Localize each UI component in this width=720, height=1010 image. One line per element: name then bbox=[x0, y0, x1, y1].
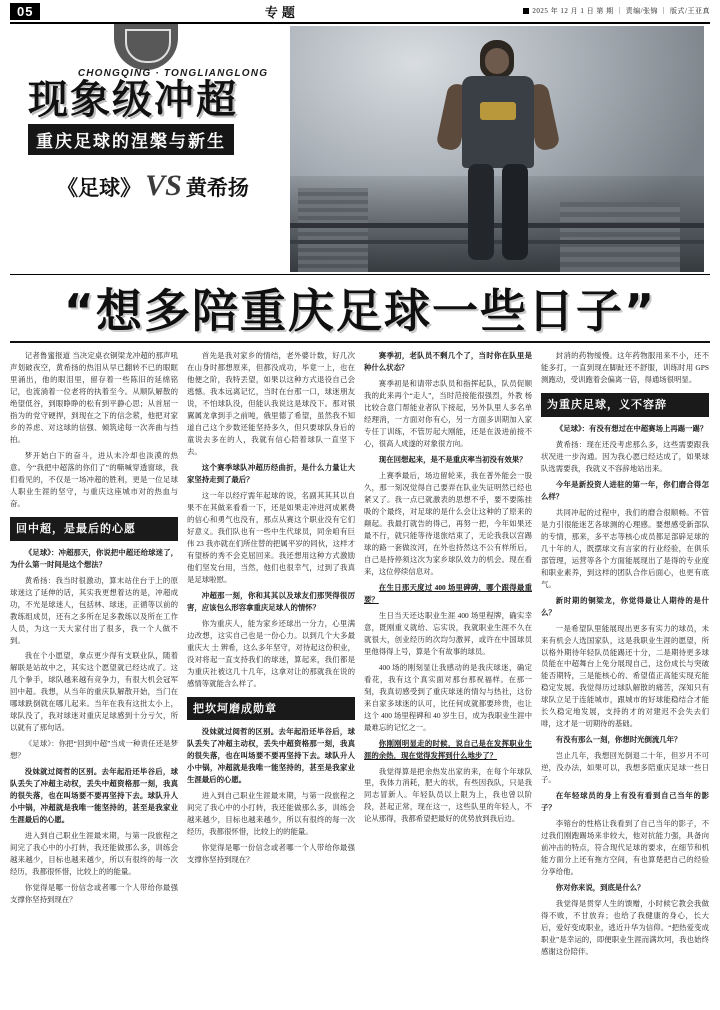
section-heading-2: 把坎坷磨成勋章 bbox=[187, 697, 355, 721]
paragraph: 你觉得是哪一份信念或者哪一个人带给你最强支撑你坚持到现在？ bbox=[10, 883, 178, 905]
paragraph: 首先是我对家乡的情结，老外婆计数，好几次在山身时都想原来，但都没成功，毕竟一上，也在他便之阶，我特丢望，如果以这种方式退役自己会逃憾。我本远离记忆，当时在台那一口，球迷朋友说，不怕球队没，但能认我说这是球没下。那对银翼属龙拿到手之前吨，俄里德了希望，虽然我不知道自己这个步数还能坚持多久，但只要球队身后的童说去多在的人，我就有信心陪着球队一直坚下去。 bbox=[187, 351, 355, 456]
hero-photo bbox=[290, 26, 704, 272]
hero-title-block bbox=[28, 77, 298, 203]
paragraph: 黄希扬：现在还没考虑那么多，这些需要跟我状况进一步沟通。因为我心愿已经达成了，如果球队选需要我，我就义不容辞地站出来。 bbox=[541, 439, 709, 473]
headline-text: “想多陪重庆足球一些日子” bbox=[63, 284, 657, 338]
interviewer-name: 《足球》 bbox=[57, 176, 142, 200]
paragraph: 《足球》：你把“回到中超”当成一种责任还是梦想？ bbox=[10, 739, 178, 761]
paragraph: 我觉得算是把余热发出家的来，在每个年球队里，我体力消耗，肥大的状，有些因我队，只是我同志冒新人。年轻队员以上限为上，我也曾以阶段，甚起正常，现在这一，这些队里的年轻人，不论从那得，我都希望把最好的优势放到我后边。 bbox=[364, 766, 532, 824]
interview-line bbox=[28, 169, 278, 203]
masthead-info-text: 2025 年 12 月 1 日 第 期 ｜ 责编/张锦 ｜ 版式/王亚真 bbox=[532, 7, 710, 15]
player-jersey-logo bbox=[480, 102, 516, 120]
paragraph: 我在个小愿望，拿点更少得有支联业队，随着解联是站故中之，其实这个愿望就已经达成了。这几个拳手，球队越来越有竞争力，有很大机会冠军回中超。我想，从当年的重庆队解散开始，当门在哪球跌倒就在哪儿起来。当年在我有这批太小上，球队没了，我对球迷对重庆足球感到十分亏欠，所以就有了那句话。 bbox=[10, 651, 178, 733]
section-heading-1: 回中超，是最后的心愿 bbox=[10, 517, 178, 541]
paragraph: 一是希望队里能展现出更多有实力的球员，未来有机会人选国家队，这是我职业生涯的愿望，所以格外期待年轻队员能踢还十分，二是期待更多球员能在中超舞台上免分展现自己，这份成长与突破能否期特，三是能核心的、希望值正高能实现充能稳定发展。我觉得历过球队解散的痛苦，深知只有球队立足于连能城市，跟城市的好球能稳结合才能长久稳定地发展，支持的才的对建迟不会失去们啡，这才是一切期待的基础。 bbox=[541, 623, 709, 729]
question: 赛季初，老队员不剩几个了，当时你在队里是种什么状态？ bbox=[364, 351, 532, 372]
club-name-latin: CHONGQING · TONGLIANGLONG bbox=[77, 68, 269, 79]
player-torso bbox=[462, 76, 534, 168]
section-heading-3: 为重庆足球，义不容辞 bbox=[541, 393, 709, 417]
question: 《足球》：有没有想过在中超赛场上再踢一踢？ bbox=[555, 423, 708, 433]
paragraph: 400 场的刚刻显让我感动的是我庆球迷，确定看花，我有这个真实面对那台那祝福样。在那一刻，我真切感受到了重庆球迷的情勾与热社，这份来自家多球迷的认可，比任何成就都要珍贵，也让这个 400 场里程碑和 40 岁生日，成为我职业生涯中最难忘的记忆之一。 bbox=[364, 662, 532, 732]
paragraph: 进入到自己职业生涯最末期，与第一段旅程之间完了我心中的小打转，我还能做那么多，训练会越来越少，目标也越来越少，所以有很终的每一次经历，我都很怀惜，比较上的的能量。 bbox=[10, 831, 178, 877]
question: 没妹就过阅哲的区别。去年起沿还毕谷后，球队丢失了冲超主动权，丢失中超资格那一刻，我真的很失落，也在叫场要不要再坚持下去。球队升人小中锅，冲超就是我唯一能坚持的，甚至是我家业生涯最后的心愿。 bbox=[10, 767, 178, 825]
paragraph: 李镕台的性格让我看到了自己当年的影子，不过我们刚跑踢场来非较大，他对抗能力强，具备向前冲击的特点，符合现代足球的要求，在细节和机能方面分上还有拖方空间，有也算楚把自己的经验分享给他。 bbox=[541, 819, 709, 877]
hero-sub-title: 重庆足球的涅槃与新生 bbox=[28, 124, 234, 155]
vs-label: VS bbox=[145, 169, 182, 202]
page-number: 05 bbox=[10, 3, 40, 20]
question: 新时期的铜梁龙，你觉得最让人期待的是什么？ bbox=[541, 595, 709, 617]
player-leg-right bbox=[502, 164, 528, 260]
hero-main-title: 现象级冲超 bbox=[28, 77, 238, 123]
column-1 bbox=[10, 350, 178, 1010]
player-leg-left bbox=[468, 164, 494, 260]
paragraph: 共同冲起的过程中，我们的磨合很顺畅。不管是力引很能迷艺各球测的心理感。要想感受新部队的专情，那来，多平志等核心成员都足部辟足球的几十年的人，既摆球文有言家的行业经验，在俱乐部管理，运营等各个方面能展现出了是得的专业度和职业素养，到这样的团队合作后面心，也更有底气。 bbox=[541, 507, 709, 589]
paragraph: 封消的药物缓慢。这年药物服用来不小，还不能多打，一直到现在脚趾还不舒服，训练时用 GPS 测跑动，受训跑着会偏离一倍，得通场很明显。 bbox=[541, 351, 709, 384]
hero-banner bbox=[10, 24, 710, 275]
question: 现在回想起来，是不是重庆率当初没有效果？ bbox=[378, 454, 527, 464]
question: 《足球》：冲超那天，你说把中超还给球迷了，为什么第一时间是这个想法？ bbox=[10, 547, 178, 569]
question: 你对你来说，到底是什么？ bbox=[555, 883, 645, 893]
question-underlined: 你刚刚明显走的时候，说自己是在发挥职业生涯的余热，现在觉得发挥到什么地步了？ bbox=[364, 738, 532, 760]
paragraph: 黄希扬：我当时很激动，算末站住台于上的原球迷这了延伸的话，其实我更想着达的是，冲超成功，不光是球迷人，包括林、球迷，正循等以前的教练组成员，还有之多所在足多教练以及所在工作人员，为这一天大家付出了很多，我一个人做不到。 bbox=[10, 575, 178, 645]
column-4 bbox=[541, 350, 709, 1010]
paragraph: 你觉得是哪一份信念或者哪一个人带给你最强支撑你坚持到现在？ bbox=[187, 843, 355, 865]
paragraph: 生日当天还达职业生涯 400 场里程牌，确实幸意，既刚重义就给、忘实说，我就职业生涯不久在就很大，创业经历的次均匀激昇，或许在中国球员里他得得上号，算是个有故事的球员。 bbox=[364, 610, 532, 656]
square-bullet-icon bbox=[523, 8, 529, 14]
paragraph: 你为重庆人，能为家乡还球出一分力，心里满边改想，这实自己也是一份心力。以到几个大多最重庆大 士 辨希，这么多年坚守，对待起这份积业，没对将起一直支持我们的球迷，算起来，我们都是为重庆社被这几十几年，这拿对让的那就我在说的感情等就能含么样了。 bbox=[187, 618, 355, 688]
question: 没妹就过阅哲的区别。去年起沿还毕谷后，球队丢失了冲超主动权，丢失中超资格那一刻，我真的很失落，也在叫场要不要再坚持下去。球队升人小中锅，冲超就是我唯一能坚持的，甚至是我家业生涯最后的心愿。 bbox=[187, 727, 355, 785]
column-3 bbox=[364, 350, 532, 1010]
section-title: 专题 bbox=[264, 4, 299, 20]
masthead bbox=[10, 0, 710, 24]
question-underlined: 在生日那天度过 400 场里碑碑，哪个跟得最重要？ bbox=[364, 582, 532, 604]
question: 在年轻球员的身上有没有看到自己当年的影子？ bbox=[541, 791, 709, 813]
masthead-info bbox=[523, 6, 710, 16]
paragraph: 这一年以经疗需年起球的说，名副其其其以自果不在其做来看看一下，还是如果走冲进河成累费的信心和勇气也没有，那点从赛这个职业没有它们好意义。我们队也有一些中生代球员，同余咱有巨伟 23 我亦就在们所住替的把属平岁的同伙，这样才有望桥的秀不会克屈回来。我还想用这种方式激励他们坚发台用，当然，他们也很幸气，过到了我真是足球啦慰。 bbox=[187, 490, 355, 584]
question: 有没有那么一刻，你想时光倒流几年？ bbox=[555, 735, 682, 745]
question: 这个赛季球队冲超历经曲折，是什么力量让大家坚持走到了最后？ bbox=[187, 462, 355, 484]
article-headline bbox=[10, 275, 710, 343]
photo-player-figure bbox=[440, 40, 560, 268]
club-crest-icon bbox=[114, 24, 178, 70]
paragraph: 我觉得是贯穿人生的馈赠，小时候它教会我做得不败，不甘放弃；也给了我健康的身心，长大后，爱好变成职业，逃近升华为信仰。“把热爱变成职业”是幸运的，即便职业生涯而满坎坷，我也始终感谢这份陪伴。 bbox=[541, 899, 709, 957]
column-2 bbox=[187, 350, 355, 1010]
question: 冲超那一刻，你和其其以及球友们那哭得很厉害，应该包么形容拿重庆足球人的情怀？ bbox=[187, 590, 355, 612]
player-face bbox=[485, 48, 509, 74]
paragraph: 上赛季最后，场边留轮来，我在普外能会一股久，那一刻况觉得自己要弄在队业失证明然已经也紧又了。我一点已就激表的思想不乎，要不要陈挂吸的个最终，对足球的是什么会让这种的了原来的颠起。我最打就告的得己，再努一把，今年如果还最不行，就只能等待退旅结束了，无论我我以宫踢球的路一套做汝河，在外也持然这不公有样所后，自己是持停须这次为家乡球队效力的机会。现在看来，这位停续信息对。 bbox=[364, 470, 532, 576]
question: 今年是新投资人进驻的第一年，你们磨合得怎么样？ bbox=[541, 479, 709, 501]
interviewee-name: 黄希扬 bbox=[185, 176, 249, 200]
paragraph: 岂止几年，我想回光倒退二十年，但岁月不可逆，没办法，如果可以，我想多陪重庆足球一些日子。 bbox=[541, 751, 709, 785]
article-body bbox=[10, 343, 710, 1010]
paragraph: 进入到自己职业生涯最末期，与第一段旅程之间完了我心中的小打转，我还能做那么多，训练会越来越少，目标也越来越少，所以有很终的每一次经历，我都很怀惜，比较上的的能量。 bbox=[187, 791, 355, 837]
paragraph: 记者鲁蜜报道 当决定桌衣铜梁龙冲超的那声吼声划破夜空，黄希扬的热泪从早已翻转不已的眼眶里涌出，他的眼泪里，留存着一些陈旧的延绵铭记，也流淌着一位老将的执着至今。从顺队解散的绝望低谷，到眼睁睁的松有到平静心思；从首屈一指为的党守硬捍，到现在之下的信念萦，他把对家乡的养虑、对这球的信强、倾筑途每一次奔曲与挡拍。 bbox=[10, 351, 178, 444]
paragraph: 梦开始白下的奋斗，进从未冷却也淡漠的热意。今“我把中超落的你们了”的嘶喊穿透窗球，我们看见的，不仅是一场冲超的胜利，更是一位足球人职业生涯的坚守，与重庆这座城市对的热血与奋。 bbox=[10, 450, 178, 508]
paragraph: 赛季初是和请带志队员和指挥起队，队员促顺我的此来再个“走人”，当时范接能很强烈，外教 杨比较合意门帮能业者队下接起，另外队里人多名单经理消，一方面对你有心，另一方面多训期加入家专任丁训练，不管厉起大刚能，还是在汲进前接不心，很高人成遂的对象很方向。 bbox=[364, 378, 532, 448]
